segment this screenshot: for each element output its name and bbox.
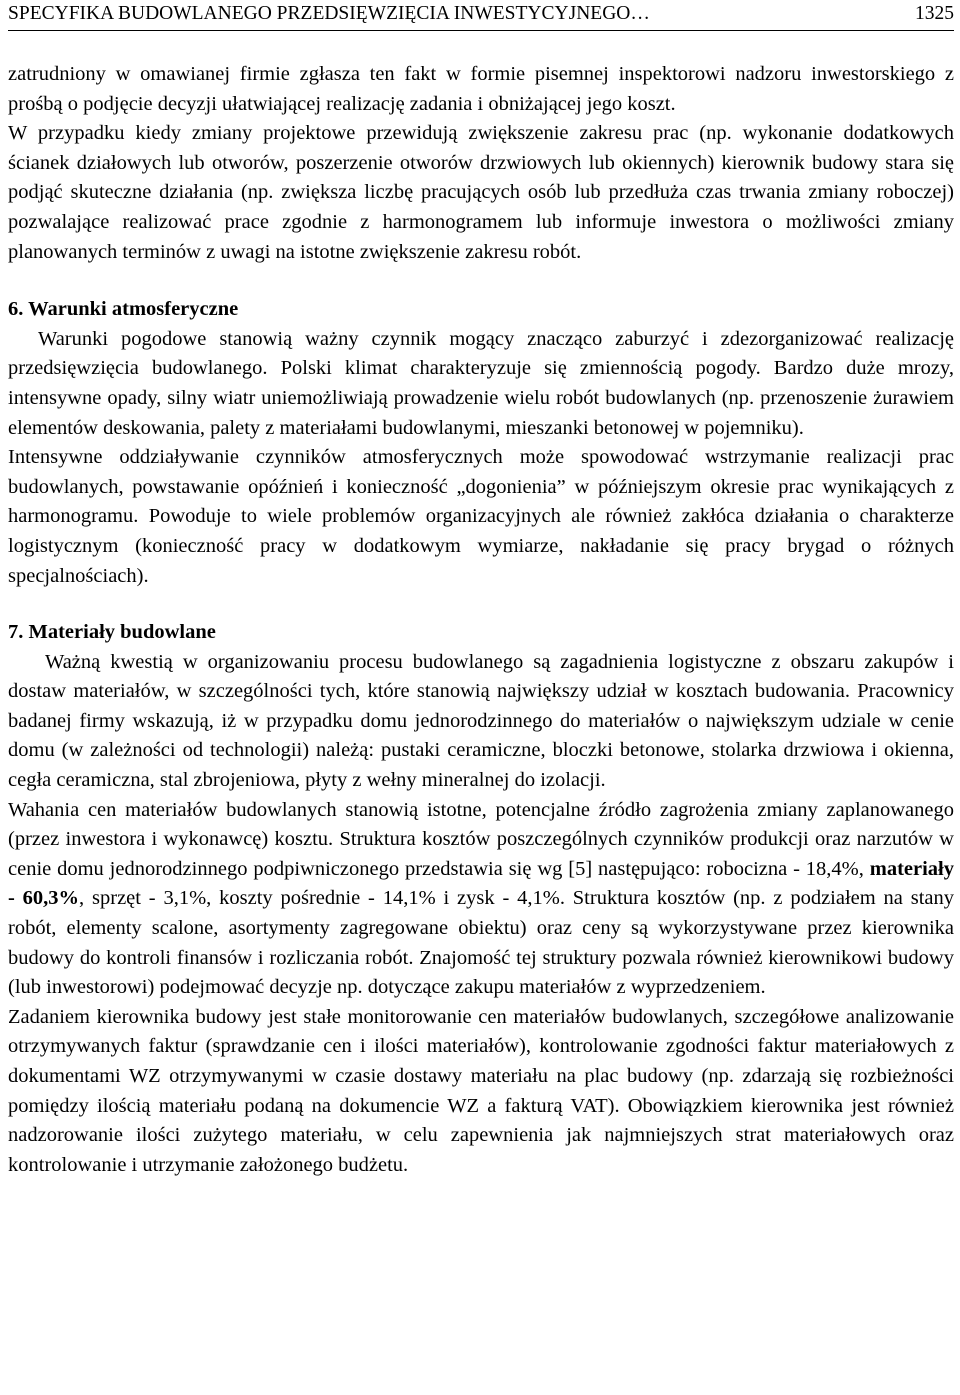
paragraph-materials-1: Ważną kwestią w organizowaniu procesu budowlanego są zagadnienia logistyczne z obszaru zakupów i dostaw materiałów, w szczególności tych, które stanowią największy udział w kosztach budowania. Pracownicy badanej firmy wskazują, iż w przypadku domu jednorodzinnego do materiałów o największym udziale w cenie domu (w zależności od technologii) należą: pustaki ceramiczne, bloczki betonowe, stolarka drzwiowa i okienna, cegła ceramiczna, stal zbrojeniowa, płyty z wełny mineralnej do izolacji. [8,650,954,792]
paragraph-weather-1: Warunki pogodowe stanowią ważny czynnik mogący znacząco zaburzyć i zdezorganizować realizację przedsięwzięcia budowlanego. Polski klimat charakteryzuje się zmiennością pogody. Bardzo duże mrozy, intensywne opady, silny wiatr uniemożliwiają prowadzenie wielu robót budowlanych (np. przenoszenie żurawiem elementów deskowania, palety z materiałami budowlanymi, mieszanki betonowej w pojemniku). [8,327,954,439]
section-6-heading: 6. Warunki atmosferyczne [8,298,239,321]
paragraph-materials-2-part-a: Wahania cen materiałów budowlanych stanowią istotne, potencjalne źródło zagrożenia zmiany zaplanowanego (przez inwestora i wykonawcę) kosztu. Struktura kosztów poszczególnych czynników produkcji oraz narzutów w cenie domu jednorodzinnego podpiwniczonego przedstawia się wg [5] następująco: robocizna - 18,4%, [8,798,954,880]
page-body [8,60,954,1180]
page-number: 1325 [915,3,954,24]
running-header [8,0,954,31]
paragraph-design-changes: W przypadku kiedy zmiany projektowe przewidują zwiększenie zakresu prac (np. wykonanie dodatkowych ścianek działowych lub otworów, poszerzenie otworów drzwiowych lub okiennych) kierownik budowy stara się podjąć skuteczne działania (np. zwiększa liczbę pracujących osób lub przedłuża czas trwania zmiany roboczej) pozwalające realizować prace zgodnie z harmonogramem lub informuje inwestora o możliwości zmiany planowanych terminów z uwagi na istotne zwiększenie zakresu robót. [8,122,954,263]
paragraph-continuation: zatrudniony w omawianej firmie zgłasza ten fakt w formie pisemnej inspektorowi nadzoru inwestorskiego z prośbą o podjęcie decyzji ułatwiającej realizację zadania i obniżającej jego koszt. [8,63,954,115]
paragraph-weather-2: Intensywne oddziaływanie czynników atmosferycznych może spowodować wstrzymanie realizacji prac budowlanych, powstawanie opóźnień i konieczność „dogonienia” w późniejszym okresie prac wynikających z harmonogramu. Powoduje to wiele problemów organizacyjnych ale również zakłóca działania o charakterze logistycznym (konieczność pracy w dodatkowym wymiarze, nakładanie się pracy brygad o różnych specjalnościach). [8,446,954,587]
materials-share-emphasis: materiały - 60,3% [8,857,954,910]
section-7-heading: 7. Materiały budowlane [8,621,216,644]
paragraph-materials-3: Zadaniem kierownika budowy jest stałe monitorowanie cen materiałów budowlanych, szczegółowe analizowanie otrzymywanych faktur (sprawdzanie cen i ilości materiałów), kontrolowanie zgodności faktur materiałowych z dokumentami WZ otrzymywanymi w czasie dostawy materiału na plac budowy (np. zdarzają się rozbieżności pomiędzy ilością materiału podaną na dokumencie WZ a fakturą VAT). Obowiązkiem kierownika jest również nadzorowanie ilości zużytego materiału, w celu zapewnienia jak najmniejszych strat materiałowych oraz kontrolowanie i utrzymanie założonego budżetu. [8,1005,954,1176]
running-title: SPECYFIKA BUDOWLANEGO PRZEDSIĘWZIĘCIA INWESTYCYJNEGO… [8,3,650,24]
paragraph-materials-2 [8,796,954,1003]
paragraph-materials-2-part-b: , sprzęt - 3,1%, koszty pośrednie - 14,1% i zysk - 4,1%. Struktura kosztów (np. z podziałem na stany robót, elementy scalone, asortymenty zagregowane obiektu) oraz ceny są wykorzystywane przez kierownika budowy do kontroli finansów i rozliczania robót. Znajomość tej struktury pozwala również kierownikowi budowy (lub inwestorowi) podejmować decyzje np. dotyczące zakupu materiałów z wyprzedzeniem. [8,887,955,999]
